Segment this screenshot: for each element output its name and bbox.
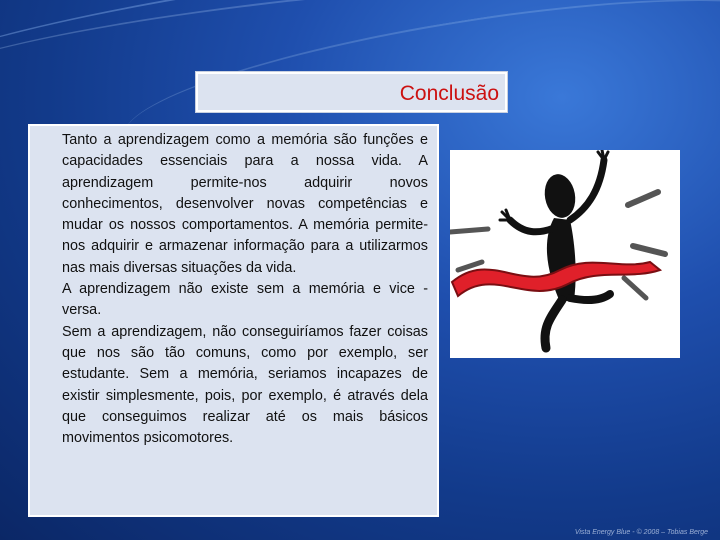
runner-leg bbox=[545, 300, 562, 348]
runner-hand bbox=[500, 210, 510, 220]
runner-leg bbox=[570, 294, 610, 300]
runner-illustration bbox=[450, 150, 680, 358]
motion-line bbox=[458, 262, 482, 270]
motion-line bbox=[633, 246, 665, 254]
runner-head bbox=[541, 172, 578, 221]
motion-line bbox=[450, 229, 488, 232]
runner-finish-line-icon bbox=[450, 150, 680, 358]
content-text bbox=[62, 130, 428, 449]
paragraph-3: Sem a aprendizagem, não conseguiríamos fazer coisas que nos são tão comuns, como por exemplo, ser estudante. Sem a memória, seriamos incapazes de existir simplesmente, pois, por exemplo, é através dela que conseguimos realizar até os mais básicos movimentos psicomotores. bbox=[62, 323, 428, 447]
runner-arm bbox=[510, 220, 554, 232]
motion-line bbox=[624, 278, 646, 298]
footer-credit: Vista Energy Blue - © 2008 – Tobias Berge bbox=[574, 529, 708, 536]
content-box bbox=[28, 124, 439, 517]
motion-line bbox=[628, 192, 658, 205]
slide-title: Conclusão bbox=[399, 82, 499, 105]
title-box bbox=[196, 72, 507, 112]
runner-arm bbox=[570, 160, 604, 220]
paragraph-2: A aprendizagem não existe sem a memória e vice -versa. bbox=[62, 281, 428, 319]
paragraph-1: Tanto a aprendizagem como a memória são funções e capacidades essenciais para a nossa vida. A aprendizagem permite-nos adquirir novos conhecimentos, desenvolver novas competências e mudar os nossos comportamentos. A memória permite-nos adquirir e armazenar informação para a utilizarmos nas mais diversas situações da vida. bbox=[62, 132, 428, 276]
